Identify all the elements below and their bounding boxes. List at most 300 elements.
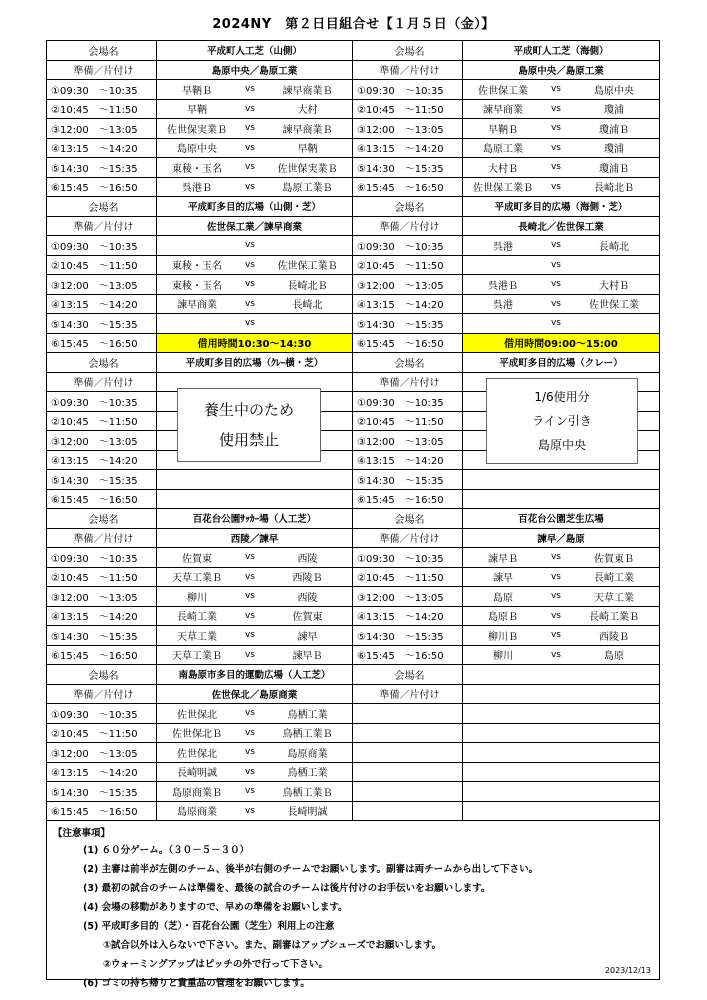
match-time: ③12:00 ～13:05 (47, 119, 157, 138)
match-time: ⑤14:30 ～15:35 (353, 470, 463, 489)
home-team: 早鞆Ｂ (182, 85, 212, 97)
match-time: ⑥15:45 ～16:50 (353, 178, 463, 197)
vs-label: vs (244, 123, 255, 134)
prep-row (47, 61, 352, 81)
match-time: ②10:45 ～11:50 (47, 724, 157, 743)
match-row (47, 334, 352, 354)
match-time: ③12:00 ～13:05 (47, 587, 157, 606)
away-team: 瓊浦 (604, 105, 624, 117)
match-teams (157, 256, 352, 275)
vs-label: vs (244, 298, 255, 309)
away-team: 佐世保実業Ｂ (277, 163, 338, 175)
match-time: ④13:15 ～14:20 (47, 139, 157, 158)
match-time: ①09:30 ～10:35 (353, 392, 463, 411)
venue-header-row (353, 41, 659, 61)
venue-column (47, 509, 353, 665)
venue-status-note (486, 378, 638, 464)
vs-label: vs (244, 181, 255, 192)
match-row (353, 256, 659, 276)
venue-column (353, 665, 659, 821)
match-row (47, 646, 352, 666)
match-time: ①09:30 ～10:35 (47, 236, 157, 255)
match-time: ⑤14:30 ～15:35 (47, 158, 157, 177)
match-time: ②10:45 ～11:50 (353, 256, 463, 275)
prep-row (353, 529, 659, 549)
away-team: 島原 (604, 651, 624, 663)
match-teams (463, 256, 659, 275)
note-item: ②ウォーミングアップはピッチの外で行って下さい。 (103, 959, 328, 970)
home-team: 佐世保実業Ｂ (167, 124, 227, 136)
match-row (353, 236, 659, 256)
vs-label: vs (550, 318, 561, 329)
home-team: 佐世保工業Ｂ (473, 183, 533, 195)
match-time: ③12:00 ～13:05 (47, 431, 157, 450)
away-team: 諫早商業Ｂ (282, 124, 333, 136)
match-time: ①09:30 ～10:35 (353, 80, 463, 99)
match-teams (463, 178, 659, 197)
match-time: ⑤14:30 ～15:35 (353, 158, 463, 177)
venue-status-note (177, 388, 321, 462)
match-time: ④13:15 ～14:20 (353, 139, 463, 158)
match-teams (463, 626, 659, 645)
empty-cell (463, 802, 659, 821)
venue-header-row (47, 665, 352, 685)
away-team: 瓊浦Ｂ (599, 124, 629, 136)
match-row (47, 607, 352, 627)
match-row (47, 236, 352, 256)
match-time: ②10:45 ～11:50 (47, 568, 157, 587)
match-time: ②10:45 ～11:50 (47, 256, 157, 275)
home-team: 柳川Ｂ (488, 631, 518, 643)
match-row (353, 295, 659, 315)
venue-column (47, 353, 353, 509)
vs-label: vs (550, 162, 561, 173)
match-time: ③12:00 ～13:05 (353, 431, 463, 450)
venue-header-row (47, 353, 352, 373)
venue-name: 平成町多目的広場（ｸﾚｰ横・芝） (185, 358, 324, 370)
home-team: 東稜・玉名 (172, 280, 222, 292)
match-row (47, 139, 352, 159)
match-row (353, 548, 659, 568)
away-team: 長崎北Ｂ (287, 280, 328, 292)
match-row (353, 119, 659, 139)
venue-label: 会場名 (353, 665, 463, 684)
match-row (47, 100, 352, 120)
match-row (353, 587, 659, 607)
home-team: 天草工業 (177, 631, 217, 643)
venue-block (47, 197, 352, 353)
match-row (353, 139, 659, 159)
match-time: ④13:15 ～14:20 (353, 451, 463, 470)
match-row (353, 80, 659, 100)
venue-block (47, 665, 352, 821)
vs-label: vs (550, 591, 561, 602)
note-item: (5) 平成町多目的（芝）・百花台公園（芝生）利用上の注意 (83, 921, 335, 932)
home-team: 早鞆 (187, 105, 207, 117)
note-item: (4) 会場の移動がありますので、早めの準備をお願いします。 (83, 902, 348, 913)
empty-cell (463, 704, 659, 723)
match-teams (463, 568, 659, 587)
prep-row (47, 217, 352, 237)
vs-label: vs (244, 279, 255, 290)
match-row (47, 548, 352, 568)
match-row (47, 314, 352, 334)
venue-name: 百花台公園芝生広場 (518, 514, 604, 526)
match-time: ⑥15:45 ～16:50 (47, 178, 157, 197)
home-team: 島原 (493, 592, 513, 604)
match-teams (157, 119, 352, 138)
home-team: 早鞆Ｂ (488, 124, 518, 136)
away-team: 諫早商業Ｂ (282, 85, 333, 97)
match-teams (463, 314, 659, 333)
match-teams (157, 139, 352, 158)
vs-label: vs (550, 123, 561, 134)
match-teams (157, 158, 352, 177)
vs-label: vs (244, 805, 255, 816)
vs-label: vs (550, 279, 561, 290)
venue-header-row (353, 665, 659, 685)
match-time: ⑥15:45 ～16:50 (47, 334, 157, 353)
vs-label: vs (244, 630, 255, 641)
match-time (353, 743, 463, 762)
home-team: 島原Ｂ (488, 612, 518, 624)
home-team: 呉港Ｂ (182, 183, 212, 195)
home-team: 佐世保北 (177, 748, 217, 760)
home-team: 呉港Ｂ (488, 280, 518, 292)
venue-row (47, 509, 659, 665)
venue-block (353, 197, 659, 353)
match-teams (157, 236, 352, 255)
home-team: 島原工業 (483, 144, 523, 156)
vs-label: vs (550, 298, 561, 309)
match-teams (463, 119, 659, 138)
away-team: 佐賀東 (292, 612, 323, 624)
vs-label: vs (244, 786, 255, 797)
match-time: ⑥15:45 ～16:50 (353, 490, 463, 509)
venue-name: 平成町人工芝（海側） (513, 46, 609, 58)
home-team: 呉港 (493, 300, 513, 312)
match-row (353, 743, 659, 763)
match-time: ⑤14:30 ～15:35 (47, 314, 157, 333)
venue-header-row (47, 509, 352, 529)
vs-label: vs (244, 259, 255, 270)
match-time (353, 782, 463, 801)
vs-label: vs (244, 708, 255, 719)
match-time: ③12:00 ～13:05 (353, 587, 463, 606)
vs-label: vs (244, 591, 255, 602)
vs-label: vs (550, 259, 561, 270)
match-row (47, 704, 352, 724)
note-item: (3) 最初の試合のチームは準備を、最後の試合のチームは後片付けのお手伝いをお願いします。 (83, 883, 491, 894)
prep-teams: 佐世保北／島原商業 (211, 689, 298, 701)
match-row (353, 626, 659, 646)
match-time: ⑥15:45 ～16:50 (353, 334, 463, 353)
prep-row (47, 685, 352, 705)
match-time: ①09:30 ～10:35 (47, 392, 157, 411)
away-team: 長崎工業Ｂ (589, 612, 639, 624)
match-row (353, 178, 659, 198)
match-time: ②10:45 ～11:50 (353, 100, 463, 119)
match-row (353, 646, 659, 666)
away-team: 佐世保工業Ｂ (277, 261, 338, 273)
match-row (47, 587, 352, 607)
match-time: ②10:45 ～11:50 (353, 568, 463, 587)
venue-column (353, 353, 659, 509)
home-team: 佐世保北Ｂ (172, 729, 222, 741)
venue-column (353, 197, 659, 353)
venue-row (47, 41, 659, 197)
away-team: 長崎北 (599, 241, 629, 253)
empty-cell (463, 724, 659, 743)
away-team: 瓊浦Ｂ (599, 163, 629, 175)
match-teams (463, 646, 659, 665)
match-time: ④13:15 ～14:20 (353, 607, 463, 626)
prep-teams: 島原中央／島原工業 (211, 65, 298, 77)
away-team: 鳥栖工業 (287, 768, 328, 780)
status-line: 1/6使用分 (534, 390, 590, 404)
match-teams (463, 607, 659, 626)
venue-header-row (47, 41, 352, 61)
status-line: 養生中のため (203, 401, 294, 419)
schedule-table (46, 40, 660, 989)
venue-column (47, 665, 353, 821)
page-title: 2024NY 第２日目組合せ【１月５日（金）】 (212, 17, 495, 32)
match-row (47, 490, 352, 510)
match-row (353, 704, 659, 724)
away-team: 島原工業Ｂ (282, 183, 333, 195)
venue-name (463, 665, 659, 684)
prep-label: 準備／片付け (353, 529, 463, 548)
match-teams (463, 587, 659, 606)
away-team: 長崎工業 (594, 573, 634, 585)
match-time: ①09:30 ～10:35 (353, 236, 463, 255)
match-row (353, 568, 659, 588)
away-team: 長崎北Ｂ (594, 183, 634, 195)
match-teams (157, 314, 352, 333)
notes-heading: 【注意事項】 (53, 828, 111, 839)
vs-label: vs (244, 240, 255, 251)
match-row (47, 782, 352, 802)
home-team: 天草工業Ｂ (172, 651, 222, 663)
away-team: 諫早 (297, 631, 318, 643)
venue-block (353, 509, 659, 665)
venue-column (47, 197, 353, 353)
venue-name: 平成町多目的広場（山側・芝） (187, 202, 321, 214)
venue-name: 平成町多目的広場（海側・芝） (494, 202, 628, 214)
match-row (47, 295, 352, 315)
vs-label: vs (244, 766, 255, 777)
match-teams (157, 295, 352, 314)
match-teams (157, 100, 352, 119)
match-time: ⑤14:30 ～15:35 (47, 626, 157, 645)
away-team: 佐賀東Ｂ (594, 553, 634, 565)
home-team: 諫早商業 (177, 300, 217, 312)
vs-label: vs (244, 142, 255, 153)
venue-name: 百花台公園ｻｯｶｰ場（人工芝） (192, 514, 317, 526)
venue-header-row (353, 509, 659, 529)
empty-cell (157, 490, 352, 509)
match-row (47, 626, 352, 646)
match-row (47, 158, 352, 178)
match-teams (157, 802, 352, 821)
match-time: ⑥15:45 ～16:50 (47, 802, 157, 821)
home-team: 天草工業Ｂ (172, 573, 222, 585)
match-time: ③12:00 ～13:05 (47, 743, 157, 762)
vs-label: vs (550, 630, 561, 641)
notes-list (53, 841, 653, 993)
match-time: ⑤14:30 ～15:35 (353, 626, 463, 645)
empty-cell (463, 743, 659, 762)
home-team: 長崎明誠 (177, 768, 217, 780)
match-row (353, 607, 659, 627)
prep-row (353, 685, 659, 705)
match-teams (463, 275, 659, 294)
status-line: 使用禁止 (218, 431, 279, 449)
vs-label: vs (550, 181, 561, 192)
venue-block (47, 509, 352, 665)
prep-teams: 長崎北／佐世保工業 (518, 221, 604, 233)
prep-teams (463, 685, 659, 704)
venue-block (47, 41, 352, 197)
venue-label: 会場名 (47, 509, 157, 528)
venue-block (353, 353, 659, 509)
match-row (47, 743, 352, 763)
match-teams (157, 548, 352, 567)
match-row (47, 568, 352, 588)
match-teams (463, 295, 659, 314)
away-team: 長崎北 (292, 300, 323, 312)
rental-time-note: 借用時間10:30～14:30 (157, 334, 352, 353)
match-time (353, 763, 463, 782)
venue-header-row (353, 197, 659, 217)
match-time: ②10:45 ～11:50 (353, 412, 463, 431)
venue-label: 会場名 (47, 353, 157, 372)
match-teams (157, 275, 352, 294)
match-time: ④13:15 ～14:20 (47, 451, 157, 470)
status-line: ライン引き (532, 414, 592, 428)
match-row (353, 490, 659, 510)
away-team: 大村 (297, 105, 318, 117)
home-team: 島原商業 (177, 807, 217, 819)
match-row (47, 119, 352, 139)
prep-row (353, 217, 659, 237)
match-teams (157, 646, 352, 665)
prep-teams: 佐世保工業／諫早商業 (206, 221, 302, 233)
match-row (353, 275, 659, 295)
vs-label: vs (550, 610, 561, 621)
away-team: 天草工業 (594, 592, 634, 604)
prep-label: 準備／片付け (353, 373, 463, 392)
match-teams (463, 139, 659, 158)
vs-label: vs (244, 103, 255, 114)
match-time: ②10:45 ～11:50 (47, 100, 157, 119)
match-time: ⑤14:30 ～15:35 (47, 470, 157, 489)
vs-label: vs (550, 571, 561, 582)
match-time: ⑥15:45 ～16:50 (47, 646, 157, 665)
match-time: ⑥15:45 ～16:50 (47, 490, 157, 509)
match-teams (157, 587, 352, 606)
match-time: ③12:00 ～13:05 (47, 275, 157, 294)
match-row (353, 158, 659, 178)
vs-label: vs (550, 142, 561, 153)
match-row (47, 802, 352, 822)
match-time: ④13:15 ～14:20 (47, 607, 157, 626)
venue-name: 平成町多目的広場（クレー） (499, 358, 623, 370)
venue-blocks (47, 41, 659, 821)
venue-label: 会場名 (353, 41, 463, 60)
match-teams (157, 704, 352, 723)
venue-label: 会場名 (353, 353, 463, 372)
venue-column (353, 41, 659, 197)
match-time: ①09:30 ～10:35 (47, 80, 157, 99)
vs-label: vs (244, 84, 255, 95)
note-item: ①試合以外は入らないで下さい。また、副審はアップシューズでお願いします。 (103, 940, 442, 951)
match-time: ④13:15 ～14:20 (47, 763, 157, 782)
away-team: 西陵Ｂ (292, 573, 323, 585)
home-team: 呉港 (493, 241, 513, 253)
prep-label: 準備／片付け (47, 373, 157, 392)
home-team: 島原中央 (177, 144, 217, 156)
match-teams (463, 80, 659, 99)
match-teams (157, 607, 352, 626)
away-team: 鳥栖工業 (287, 709, 328, 721)
home-team: 佐世保北 (177, 709, 217, 721)
match-row (47, 724, 352, 744)
venue-header-row (47, 197, 352, 217)
match-teams (157, 782, 352, 801)
match-teams (463, 100, 659, 119)
venue-column (353, 509, 659, 665)
vs-label: vs (244, 162, 255, 173)
match-time (353, 704, 463, 723)
match-row (353, 782, 659, 802)
prep-label: 準備／片付け (47, 685, 157, 704)
away-team: 諫早Ｂ (292, 651, 323, 663)
prep-label: 準備／片付け (47, 217, 157, 236)
home-team: 柳川 (187, 592, 207, 604)
home-team: 佐賀東 (182, 553, 212, 565)
prep-row (353, 61, 659, 81)
match-teams (463, 548, 659, 567)
vs-label: vs (244, 727, 255, 738)
match-row (47, 80, 352, 100)
prep-teams: 西陵／諫早 (230, 533, 279, 545)
away-team: 島原商業 (287, 748, 328, 760)
venue-header-row (353, 353, 659, 373)
venue-name: 平成町人工芝（山側） (206, 46, 302, 58)
vs-label: vs (550, 649, 561, 660)
status-line: 島原中央 (537, 438, 586, 452)
venue-label: 会場名 (353, 197, 463, 216)
note-item: (1) ６０分ゲーム。（３０－５－３０） (83, 845, 250, 856)
venue-row (47, 197, 659, 353)
venue-label: 会場名 (47, 665, 157, 684)
match-row (47, 256, 352, 276)
venue-block (47, 353, 352, 509)
venue-block (353, 41, 659, 197)
notes-section (47, 821, 659, 989)
empty-cell (463, 782, 659, 801)
vs-label: vs (244, 649, 255, 660)
empty-cell (463, 470, 659, 489)
note-item: (2) 主審は前半が左側のチーム、後半が右側のチームでお願いします。副審は両チームから出して下さい。 (83, 864, 539, 875)
home-team: 東稜・玉名 (172, 163, 222, 175)
away-team: 早鞆 (297, 144, 318, 156)
venue-name: 南島原市多目的運動広場（人工芝） (178, 670, 331, 682)
match-time (353, 724, 463, 743)
match-row (47, 763, 352, 783)
prep-label: 準備／片付け (353, 61, 463, 80)
